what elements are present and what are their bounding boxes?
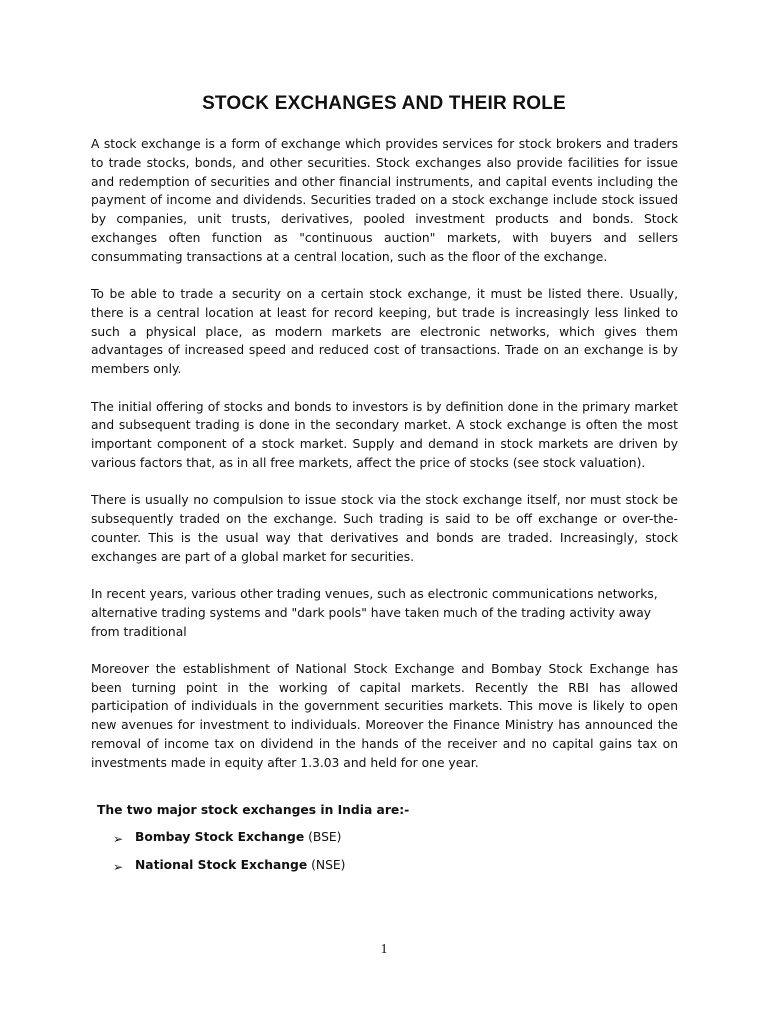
arrow-bullet-icon: ➢ bbox=[113, 860, 124, 874]
paragraph: In recent years, various other trading venues, such as electronic communications networks, alternative trading systems and "dark pools" have taken much of the trading activity away from traditional bbox=[91, 586, 658, 639]
page-number: 1 bbox=[380, 942, 388, 957]
exchange-name: National Stock Exchange bbox=[135, 858, 308, 872]
paragraph: A stock exchange is a form of exchange which provides services for stock brokers and traders to trade stocks, bonds, and other securities. Stock exchanges also provide facilities for issue and redemption of securities and other financial instruments, and capital events including the payment of income and dividends. Securities traded on a stock exchange include stock issued by companies, unit trusts, derivatives, pooled investment products and bonds. Stock exchanges often function as "continuous auction" markets, with buyers and sellers consummating transactions at a central location, such as the floor of the exchange. bbox=[91, 137, 678, 264]
paragraph: The initial offering of stocks and bonds to investors is by definition done in the primary market and subsequent trading is done in the secondary market. A stock exchange is often the most important component of a stock market. Supply and demand in stock markets are driven by various factors that, as in all free markets, affect the price of stocks (see stock valuation). bbox=[91, 399, 678, 470]
arrow-bullet-icon: ➢ bbox=[113, 832, 124, 846]
exchanges-subheading: The two major stock exchanges in India are:- bbox=[97, 803, 410, 817]
exchange-abbr: (BSE) bbox=[308, 830, 342, 844]
list-item bbox=[113, 830, 345, 858]
exchange-name: Bombay Stock Exchange bbox=[135, 830, 305, 844]
paragraph: To be able to trade a security on a certain stock exchange, it must be listed there. Usually, there is a central location at least for record keeping, but trade is increasingly less linked to such a physical place, as modern markets are electronic networks, which gives them advantages of increased speed and reduced cost of transactions. Trade on an exchange is by members only. bbox=[91, 287, 678, 377]
list-item bbox=[113, 858, 345, 886]
paragraph: Moreover the establishment of National Stock Exchange and Bombay Stock Exchange has been turning point in the working of capital markets. Recently the RBI has allowed participation of individuals in the government securities markets. This move is likely to open new avenues for investment to individuals. Moreover the Finance Ministry has announced the removal of income tax on dividend in the hands of the receiver and no capital gains tax on investments made in equity after 1.3.03 and held for one year. bbox=[91, 661, 678, 770]
exchanges-list bbox=[113, 830, 345, 886]
body-text bbox=[91, 135, 678, 791]
page-title: STOCK EXCHANGES AND THEIR ROLE bbox=[202, 93, 566, 114]
exchange-abbr: (NSE) bbox=[311, 858, 346, 872]
paragraph: There is usually no compulsion to issue stock via the stock exchange itself, nor must stock be subsequently traded on the exchange. Such trading is said to be off exchange or over-the-counter. This is the usual way that derivatives and bonds are traded. Increasingly, stock exchanges are part of a global market for securities. bbox=[91, 493, 678, 564]
